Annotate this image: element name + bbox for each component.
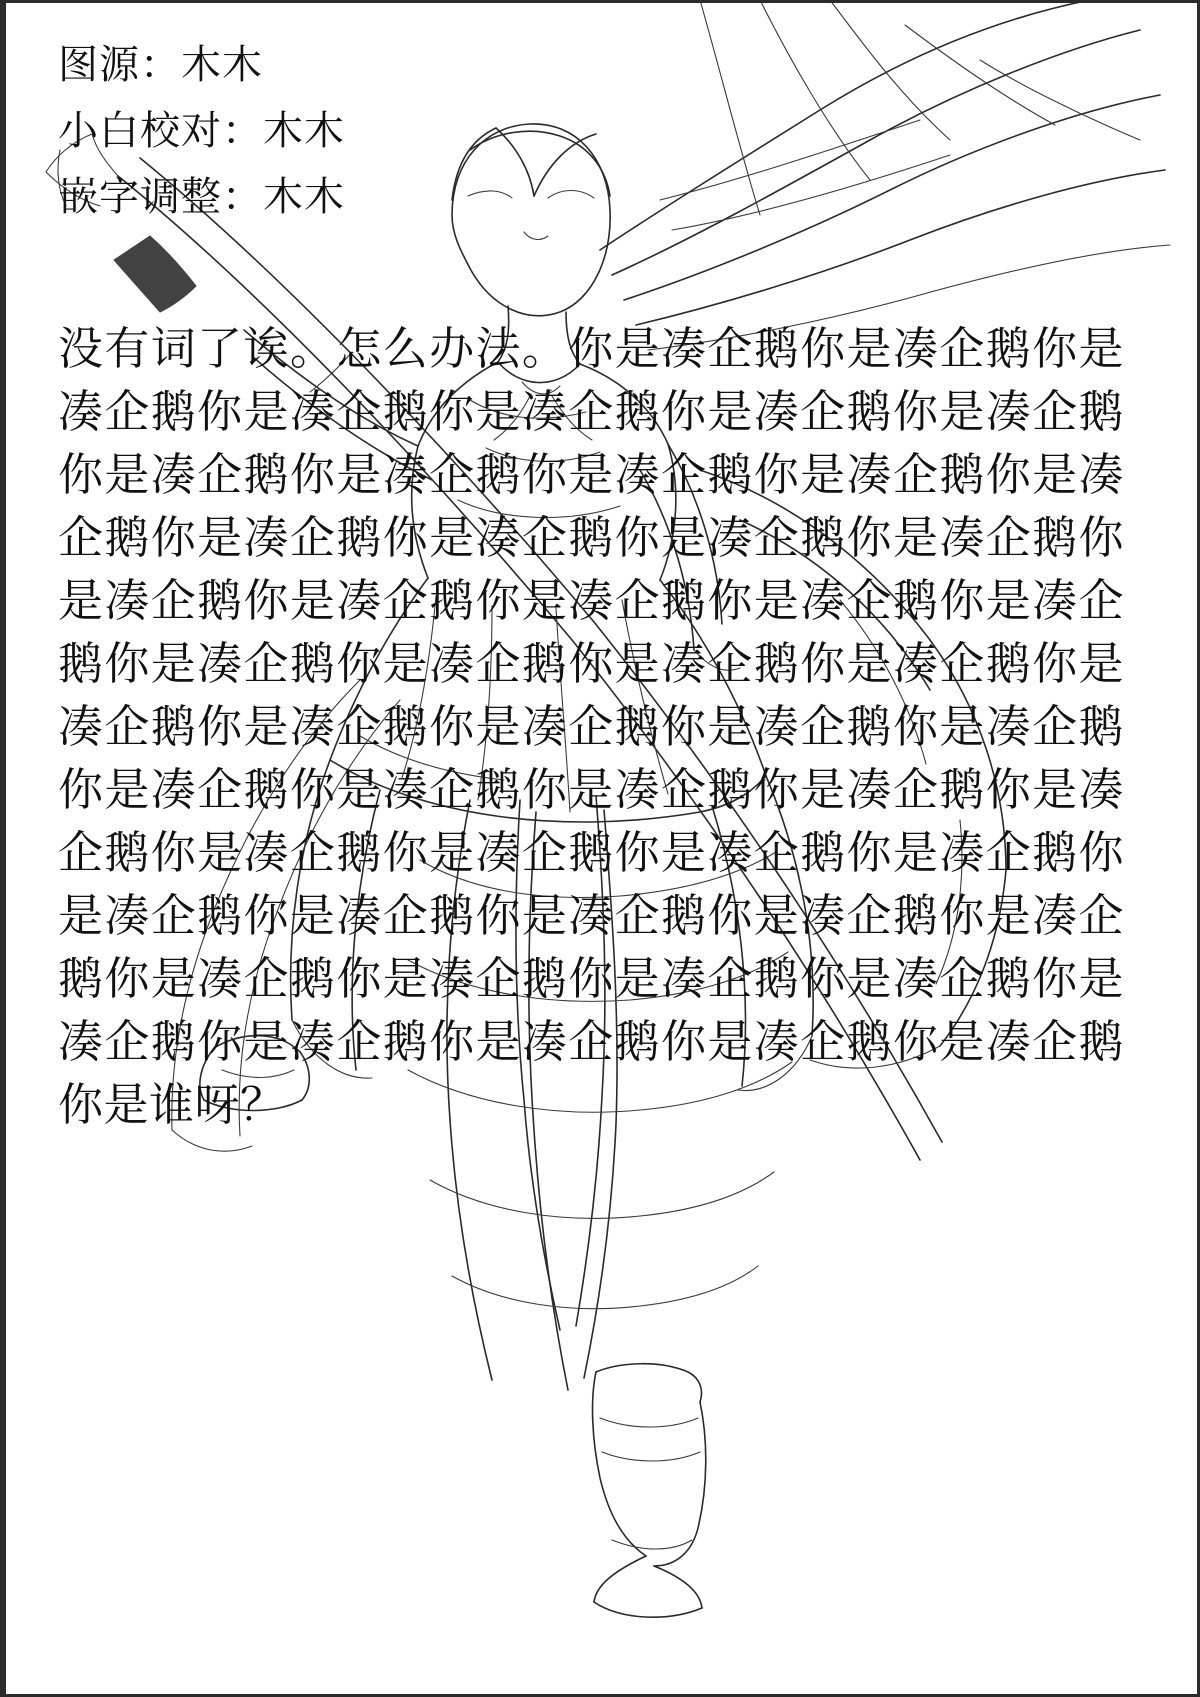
credit-line-source: 图源：木木 xyxy=(58,42,263,87)
credit-line-typeset: 嵌字调整：木木 xyxy=(58,174,345,219)
credits-block xyxy=(58,34,345,232)
credit-line-proofread: 小白校对：木木 xyxy=(58,108,345,153)
body-text: 没有词了诶。怎么办法。你是凑企鹅你是凑企鹅你是凑企鹅你是凑企鹅你是凑企鹅你是凑企鹅你是凑企鹅你是凑企鹅你是凑企鹅你是凑企鹅你是凑企鹅你是凑企鹅你是凑企鹅你是凑企鹅你是凑企鹅你是凑企鹅你是凑企鹅你是凑企鹅你是凑企鹅你是凑企鹅你是凑企鹅你是凑企鹅你是凑企鹅你是凑企鹅你是凑企鹅你是凑企鹅你是凑企鹅你是凑企鹅你是凑企鹅你是凑企鹅你是凑企鹅你是凑企鹅你是凑企鹅你是凑企鹅你是凑企鹅你是凑企鹅你是凑企鹅你是凑企鹅你是凑企鹅你是凑企鹅你是凑企鹅你是凑企鹅你是凑企鹅你是凑企鹅你是凑企鹅你是凑企鹅你是凑企鹅你是凑企鹅你是凑企鹅你是凑企鹅你是凑企鹅你是凑企鹅你是凑企鹅你是谁呀？ xyxy=(58,324,1124,1130)
